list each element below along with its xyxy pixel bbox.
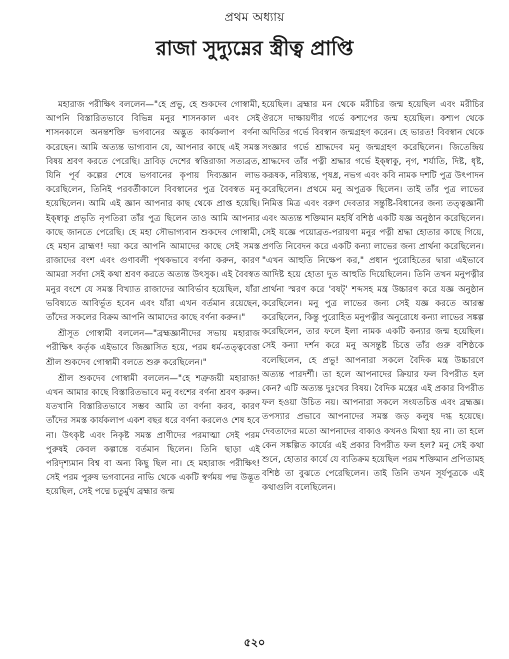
paragraph: হয়েছিল। ব্রহ্মার মন থেকে মরীচির জন্ম হয়েছিল এবং মরীচির ঔরসে দাক্ষায়ণীর গর্ভে কশ্যপের জন্ম হয়েছিল। কশ্যপ থেকে অদিতির গর্ভে বিবস্বান জন্মগ্রহণ করেন। হে ভারত! বিবস্বান থেকে সংজ্ঞার গর্ভে শ্রাদ্ধদেব মনু জন্মগ্রহণ করেছিলেন। জিতেন্দ্রিয় শ্রাদ্ধদেব তাঁর পত্নী শ্রদ্ধার গর্ভে ইক্ষ্বাকু, নৃগ, শর্যাতি, দিষ্ট, ধৃষ্ট, করূষক, নরিষ্যন্ত, পৃষধ্র, নভগ এবং কবি নামক দশটি পুত্র উৎপাদন করেছিলেন। প্রথমে মনু অপুত্রক ছিলেন। তাই তাঁর পুত্র লাভের নিমিত্ত মিত্র এবং বরুণ দেবতার সন্তুষ্টি-বিধানের জন্য তত্ত্বজ্ঞানী এবং অত্যন্ত শক্তিমান মহর্ষি বশিষ্ঠ একটি যজ্ঞ অনুষ্ঠান করেছিলেন। সেই যজ্ঞে পয়োব্রত-পরায়ণা মনুর পত্নী শ্রদ্ধা হোতার কাছে গিয়ে, প্রণতি নিবেদন করে একটি কন্যা লাভের জন্য প্রার্থনা করেছিলেন। "এখন আহুতি নিক্ষেপ কর," প্রধান পুরোহিতের দ্বারা এইভাবে আদিষ্ট হয়ে হোতা দুত আহুতি দিয়েছিলেন। তিনি তখন মনুপত্নীর প্রার্থনা স্মরণ করে 'বষট্' শব্দসহ মন্ত্র উচ্চারণ করে যজ্ঞ অনুষ্ঠান করেছিলেন। মনু পুত্র লাভের জন্য সেই যজ্ঞ করতে আরম্ভ করেছিলেন, কিন্তু পুরোহিত মনুপত্নীর অনুরোধে কন্যা লাভের সঙ্কল্প করেছিলেন, তার ফলে ইলা নামক একটি কন্যার জন্ম হয়েছিল। সেই কন্যা দর্শন করে মনু অসন্তুষ্ট চিত্তে তাঁর গুরু বশিষ্ঠকে বলেছিলেন, হে প্রভু! আপনারা সকলে বৈদিক মন্ত্র উচ্চারণে অত্যন্ত পারদর্শী। তা হলে আপনাদের ক্রিয়ার ফল বিপরীত হল কেন? এটি অত্যন্ত দুঃখের বিষয়। বৈদিক মন্ত্রের এই প্রকার বিপরীত ফল হওয়া উচিত নয়। আপনারা সকলে সংযতচিত্ত এবং ব্রহ্মজ্ঞ। তপস্যার প্রভাবে আপনাদের সমস্ত জড় কলুষ দগ্ধ হয়েছে। দেবতাদের মতো আপনাদের বাক্যও কখনও মিথ্যা হয় না। তা হলে কেন সঙ্কল্পিত কার্যের এই প্রকার বিপরীত ফল হল? মনু সেই কথা শুনে, হোতার কার্যে যে ব্যতিক্রম হয়েছিল পরম শক্তিমান প্রপিতামহ বশিষ্ঠ তা বুঝতে পেরেছিলেন। তাই তিনি তখন সূর্যপুত্রকে এই কথাগুলি বলেছিলেন।	[262, 100, 484, 494]
page-title: রাজা সুদ্যুম্নের স্ত্রীত্ব প্রাপ্তি	[155, 36, 354, 60]
left-column	[46, 98, 260, 500]
chapter-heading: প্রথম অধ্যায়	[224, 10, 285, 24]
right-column	[262, 98, 484, 496]
paragraph: শ্রীসূত গোস্বামী বললেন—"ব্রহ্মজ্ঞানীদের সভায় মহারাজ পরীক্ষিৎ কর্তৃক এইভাবে জিজ্ঞাসিত হয়ে, পরম ধর্ম-তত্ত্ববেত্তা শ্রীল শুকদেব গোস্বামী বলতে শুরু করেছিলেন।"	[46, 329, 260, 368]
paragraph: শ্রীল শুকদেব গোস্বামী বললেন—"হে শত্রুজয়ী মহারাজ! এখন আমার কাছে বিস্তারিতভাবে মনু বংশের বর্ণনা শ্রবণ করুন। যতখানি বিস্তারিতভাবে সম্ভব আমি তা বর্ণনা করব, কারণ তাঁদের সমস্ত কার্যকলাপ একশ বছর ধরে বর্ণনা করলেও শেষ হবে না। উৎকৃষ্ট এবং নিকৃষ্ট সমস্ত প্রাণীদের পরমাত্মা সেই পরম পুরুষই কেবল কল্পান্তে বর্তমান ছিলেন। তিনি ছাড়া এই পরিদৃশ্যমান বিশ্ব বা অন্য কিছু ছিল না। হে মহারাজ পরীক্ষিৎ! সেই পরম পুরুষ ভগবানের নাভি থেকে একটি স্বর্ণময় পদ্ম উদ্ভূত হয়েছিল, সেই পদ্মে চতুর্মুখ ব্রহ্মার জন্ম	[46, 373, 260, 498]
page-number: ৫২০	[243, 636, 266, 649]
paragraph: মহারাজ পরীক্ষিৎ বললেন—"হে প্রভু, হে শুকদেব গোস্বামী, আপনি বিস্তারিতভাবে বিভিন্ন মনুর শাসনকাল এবং সেই শাসনকালে অনন্তশক্তি ভগবানের অদ্ভুত কার্যকলাপ বর্ণনা করেছেন। আমি অত্যন্ত ভাগ্যবান যে, আপনার কাছে এই সমস্ত বিষয় শ্রবণ করতে পেরেছি। দ্রাবিড় দেশের স্বত্তিরাজা সত্যব্রত, যিনি পূর্ব কল্পের শেষে ভগবানের কৃপায় দিব্যজ্ঞান লাভ করেছিলেন, তিনিই পরবর্তীকালে বিবস্বানের পুত্র বৈবস্বত মনু হয়েছিলেন। আমি এই জ্ঞান আপনার কাছ থেকে প্রাপ্ত হয়েছি। ইক্ষ্বাকু প্রভৃতি নৃপতিরা তাঁর পুত্র ছিলেন তাও আমি আপনার কাছে জানতে পেরেছি। হে মহা সৌভাগ্যবান শুকদেব গোস্বামী, হে মহান ব্রাহ্মণ! দয়া করে আপনি আমাদের কাছে সেই সমস্ত রাজাদের বংশ এবং গুণাবলী পৃথকভাবে বর্ণনা করুন, কারণ আমরা সর্বদা সেই কথা শ্রবণ করতে অত্যন্ত উৎসুক। এই বৈবস্বত মনুর বংশে যে সমস্ত বিখ্যাত রাজাদের আবির্ভাব হয়েছিল, যাঁরা ভবিষ্যতে আবির্ভূত হবেন এবং যাঁরা এখন বর্তমান রয়েছেন, তাঁদের সকলের বিক্রম আপনি আমাদের কাছে বর্ণনা করুন।"	[46, 100, 260, 324]
